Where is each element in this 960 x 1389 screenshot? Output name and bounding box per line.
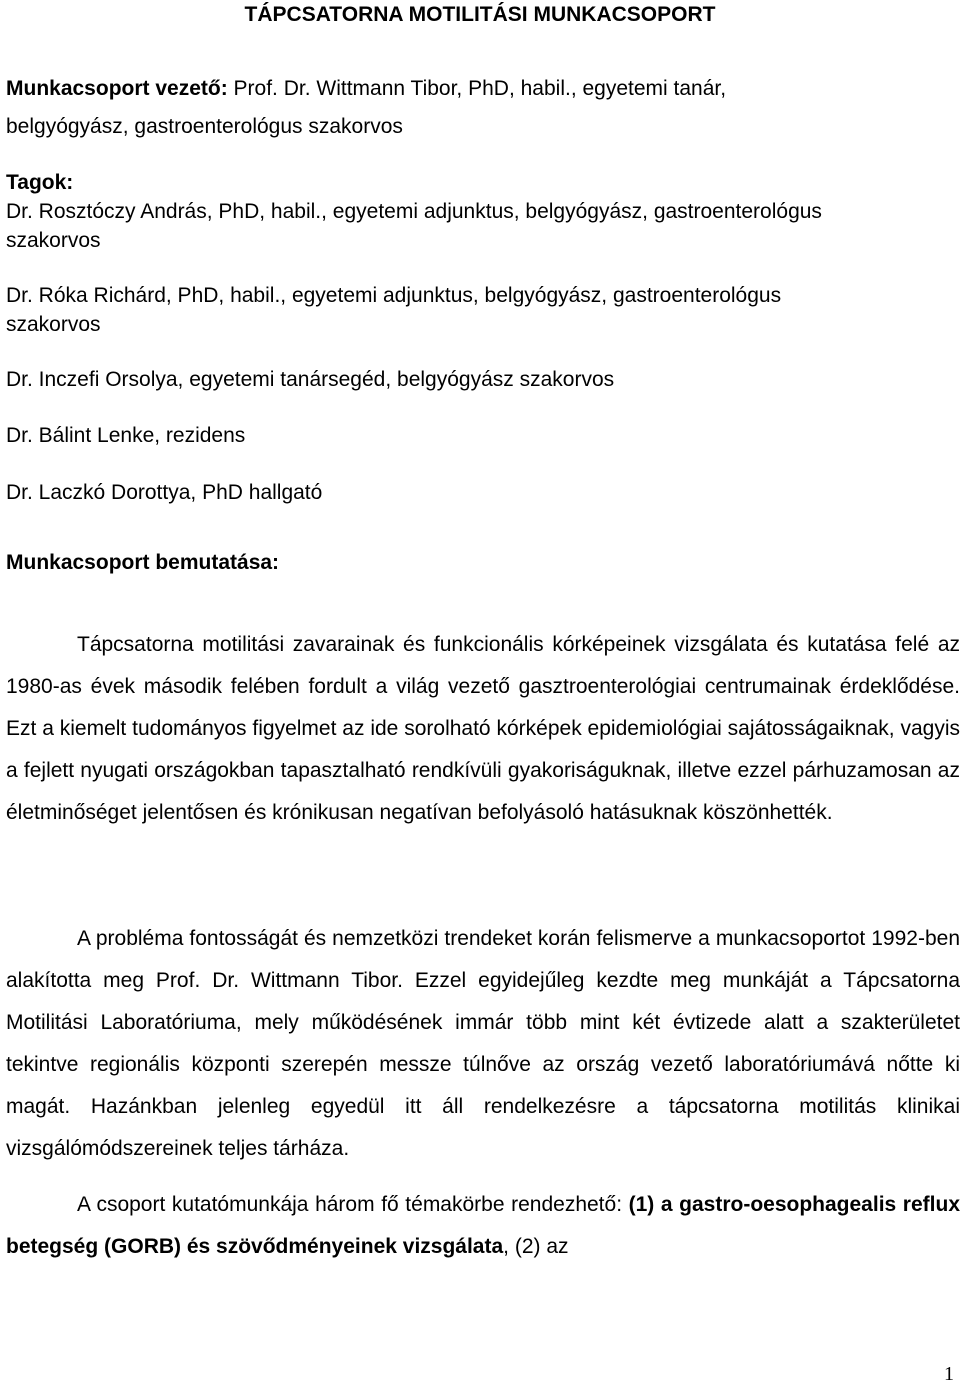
members-label: Tagok: [6, 171, 74, 194]
paragraph-2: A probléma fontosságát és nemzetközi trendeket korán felismerve a munkacsoportot 1992-ben alakította meg Prof. Dr. Wittmann Tibor. Ezzel egyidejűleg kezdte meg munkáját a Tápcsatorna Motilitási Laboratóriuma, mely működésének immár több mint két évtizede alatt a szakterületet tekintve regionális központi szerepén messze túlnőve az ország vezető laboratóriumává nőtte ki magát. Hazánkban jelenleg egyedül itt áll rendelkezésre a tápcsatorna motilitás klinikai vizsgálómódszereinek teljes tárháza. [6, 927, 960, 1160]
paragraph-3-bold: (1) a gastro-oesophagealis reflux betegség (GORB) és szövődményeinek vizsgálata [6, 1193, 960, 1258]
leader-name: Prof. Dr. Wittmann Tibor, PhD, habil., egyetemi tanár, [227, 77, 727, 100]
member-3: Dr. Inczefi Orsolya, egyetemi tanársegéd, belgyógyász szakorvos [6, 368, 615, 391]
paragraph-1: Tápcsatorna motilitási zavarainak és funkcionális kórképeinek vizsgálata és kutatása felé az 1980-as évek második felében fordult a világ vezető gasztroenterológiai centrumainak érdeklődése. Ezt a kiemelt tudományos figyelmet az ide sorolható kórképek epidemiológiai sajátosságaiknak, vagyis a fejlett nyugati országokban tapasztalható rendkívüli gyakoriságuknak, illetve ezzel párhuzamosan az életminőséget jelentősen és krónikusan negatívan befolyásoló hatásuknak köszönhették. [6, 633, 960, 824]
page-number: 1 [944, 1363, 954, 1385]
intro-heading: Munkacsoport bemutatása: [6, 551, 280, 574]
page-title: TÁPCSATORNA MOTILITÁSI MUNKACSOPORT [244, 3, 716, 26]
member-2-line-1: Dr. Róka Richárd, PhD, habil., egyetemi adjunktus, belgyógyász, gastroenterológus [6, 284, 782, 307]
paragraph-3-start: A csoport kutatómunkája három fő témakörbe rendezhető: [77, 1193, 629, 1216]
leader-line-1 [6, 74, 726, 104]
leader-label: Munkacsoport vezető: [6, 77, 228, 100]
paragraph-3 [6, 1184, 960, 1268]
member-1-line-2: szakorvos [6, 229, 101, 252]
leader-line-2: belgyógyász, gastroenterológus szakorvos [6, 115, 403, 138]
member-1-line-1: Dr. Rosztóczy András, PhD, habil., egyetemi adjunktus, belgyógyász, gastroenterológus [6, 200, 822, 223]
member-2-line-2: szakorvos [6, 313, 101, 336]
member-5: Dr. Laczkó Dorottya, PhD hallgató [6, 481, 323, 504]
member-4: Dr. Bálint Lenke, rezidens [6, 424, 246, 447]
paragraph-3-end: , (2) az [503, 1235, 569, 1258]
